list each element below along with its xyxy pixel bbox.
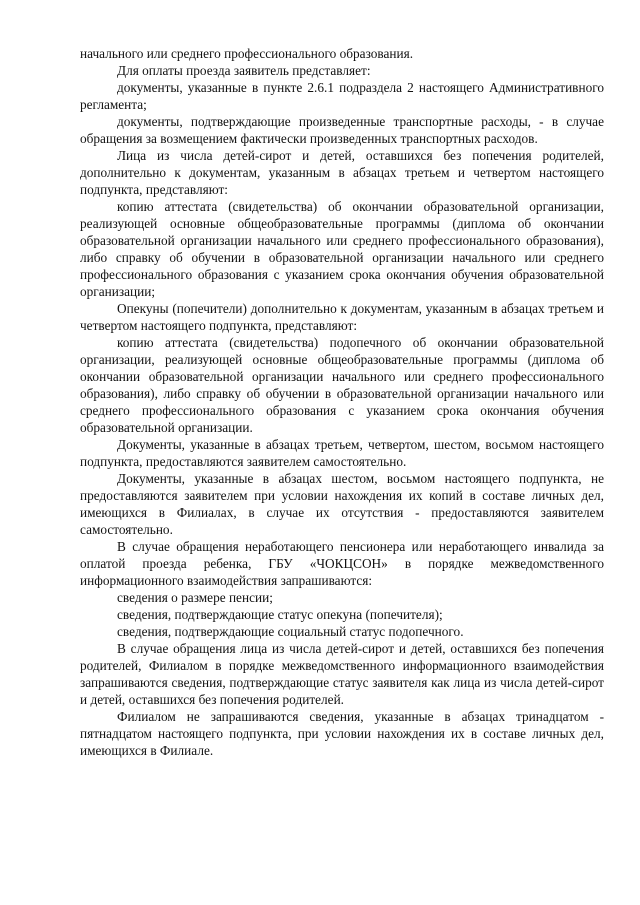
paragraph-pensioner-request: В случае обращения неработающего пенсионера или неработающего инвалида за оплатой проезда ребенка, ГБУ «ЧОКЦСОН» в порядке межведомственного информационного взаимодействия запрашиваются: <box>80 539 604 588</box>
paragraph-self-provided: Документы, указанные в абзацах третьем, четвертом, шестом, восьмом настоящего подпункта, предоставляются заявителем самостоятельно. <box>80 437 604 469</box>
paragraph-orphan-status-request: В случае обращения лица из числа детей-сирот и детей, оставшихся без попечения родителей, Филиалом в порядке межведомственного информационного взаимодействия запрашиваются сведения, подтверждающие статус заявителя как лица из числа детей-сирот и детей, оставшихся без попечения родителей. <box>80 641 604 707</box>
paragraph-guardians-certificate: копию аттестата (свидетельства) подопечного об окончании образовательной организации, реализующей основные общеобразовательные программы (диплома об окончании образовательной организации начального или среднего профессионального образования), либо справку об обучении в образовательной организации начального или среднего профессионального образования с указанием срока окончания обучения образовательной организации. <box>80 335 604 435</box>
paragraph-continuation: начального или среднего профессионального образования. <box>80 46 414 61</box>
paragraph-documents-regulation: документы, указанные в пункте 2.6.1 подраздела 2 настоящего Административного регламента; <box>80 80 604 112</box>
paragraph-copies-in-files: Документы, указанные в абзацах шестом, восьмом настоящего подпункта, не предоставляются заявителем при условии нахождения их копий в составе личных дел, имеющихся в Филиалах, в случае их отсутствия - предоставляются заявителем самостоятельно. <box>80 471 604 537</box>
paragraph-orphans-certificate: копию аттестата (свидетельства) об окончании образовательной организации, реализующей основные общеобразовательные программы (диплома об окончании образовательной организации начального или среднего профессионального образования), либо справку об обучении в образовательной организации начального или среднего профессионального образования с указанием срока окончания обучения образовательной организации; <box>80 199 604 299</box>
document-page <box>80 45 604 759</box>
paragraph-branch-not-request: Филиалом не запрашиваются сведения, указанные в абзацах тринадцатом - пятнадцатом настоящего подпункта, при условии нахождения их в составе личных дел, имеющихся в Филиале. <box>80 709 604 758</box>
list-item-pension-size: сведения о размере пенсии; <box>117 590 273 605</box>
paragraph-transport-expenses: документы, подтверждающие произведенные транспортные расходы, - в случае обращения за возмещением фактически произведенных транспортных расходов. <box>80 114 604 146</box>
paragraph-guardians-intro: Опекуны (попечители) дополнительно к документам, указанным в абзацах третьем и четвертом настоящего подпункта, представляют: <box>80 301 604 333</box>
list-item-ward-status: сведения, подтверждающие социальный статус подопечного. <box>117 624 464 639</box>
paragraph-orphans-intro: Лица из числа детей-сирот и детей, оставшихся без попечения родителей, дополнительно к документам, указанным в абзацах третьем и четвертом настоящего подпункта, представляют: <box>80 148 604 197</box>
paragraph-payment-intro: Для оплаты проезда заявитель представляет: <box>117 63 371 78</box>
list-item-guardian-status: сведения, подтверждающие статус опекуна (попечителя); <box>117 607 443 622</box>
